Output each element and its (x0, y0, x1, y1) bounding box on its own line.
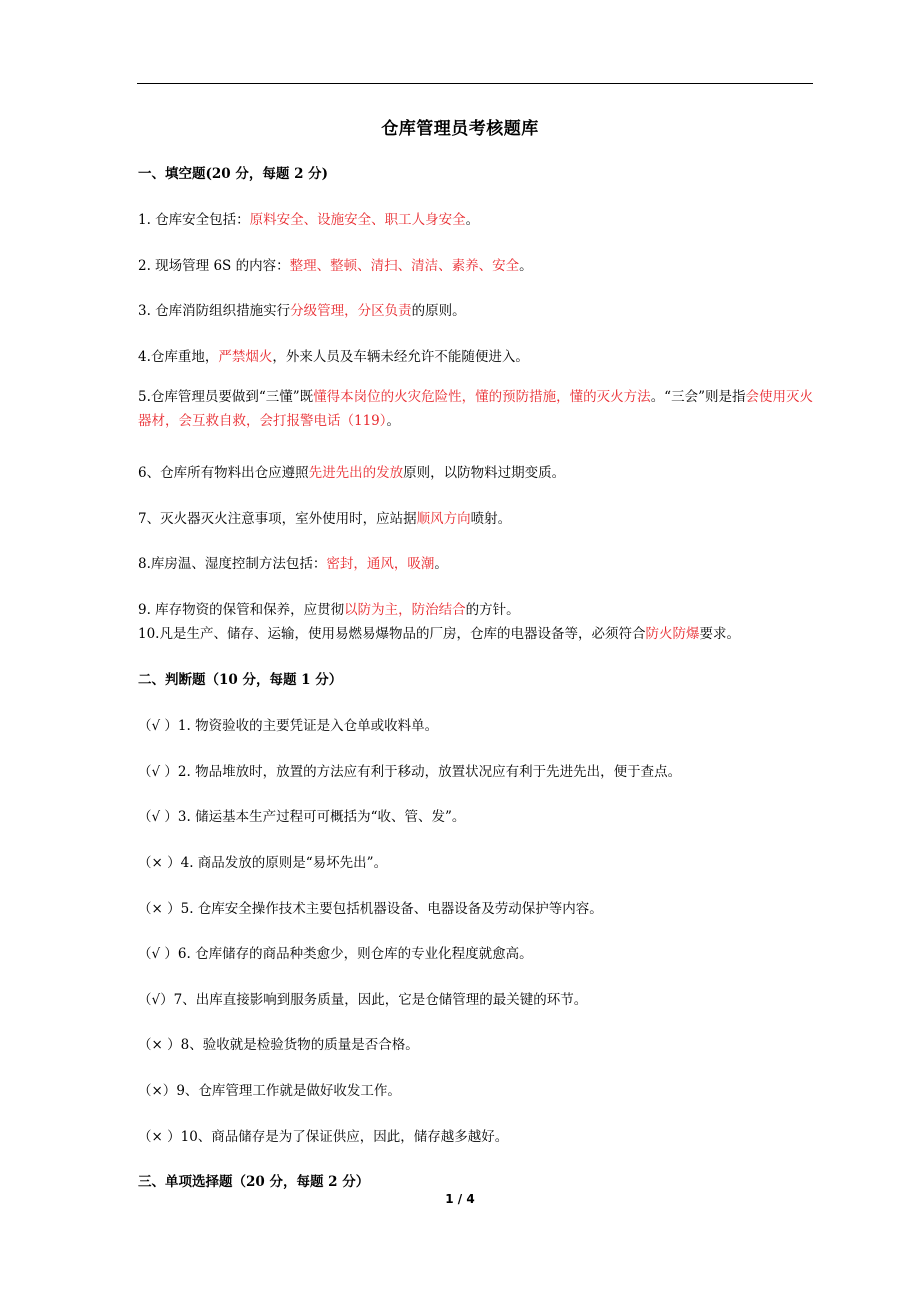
section-1-heading: 一、填空题(20 分，每题 2 分) (138, 166, 329, 182)
judgment-item-7 (138, 988, 587, 1008)
fill-question-6 (138, 461, 565, 481)
judgment-mark: （√ ） (138, 718, 178, 734)
judgment-mark: （× ） (138, 1129, 181, 1145)
question-text: 6、仓库所有物料出仓应遵照 (138, 465, 309, 481)
question-text: 喷射。 (470, 511, 512, 527)
judgment-mark: （√ ） (138, 764, 178, 780)
judgment-text: 3. 储运基本生产过程可可概括为“收、管、发”。 (177, 809, 466, 825)
fill-question-5 (138, 385, 814, 433)
question-text: 。 (434, 556, 448, 572)
judgment-item-2 (138, 760, 681, 780)
judgment-text: 4. 商品发放的原则是“易坏先出”。 (180, 855, 388, 871)
judgment-mark: （×） (138, 1083, 177, 1099)
judgment-item-4 (138, 851, 387, 871)
judgment-text: 5. 仓库安全操作技术主要包括机器设备、电器设备及劳动保护等内容。 (180, 901, 603, 917)
answer-text: 以防为主，防治结合 (344, 602, 466, 618)
judgment-item-6 (138, 942, 533, 962)
question-text: 8.库房温、湿度控制方法包括： (138, 556, 327, 572)
judgment-text: 7、出库直接影响到服务质量，因此，它是仓储管理的最关键的环节。 (173, 992, 588, 1008)
question-text: 4.仓库重地， (138, 349, 219, 365)
fill-question-1 (138, 208, 479, 228)
header-rule (137, 83, 813, 84)
fill-question-7 (138, 507, 511, 527)
judgment-item-3 (138, 805, 465, 825)
question-text: 原则，以防物料过期变质。 (403, 465, 566, 481)
question-text: 。 (465, 212, 480, 228)
question-text: 的原则。 (411, 303, 466, 319)
question-text: 5.仓库管理员要做到“三懂”既 (138, 389, 314, 405)
question-text: ，外来人员及车辆未经允许不能随便进入。 (272, 349, 529, 365)
answer-text: 会使用灭火器材，会互救自救，会打报警电话（119） (138, 389, 813, 429)
question-text: 要求。 (699, 626, 740, 642)
judgment-item-5 (138, 897, 603, 917)
fill-question-9 (138, 598, 520, 618)
fill-question-2 (138, 254, 533, 274)
fill-question-10 (138, 622, 740, 642)
judgment-mark: （× ） (138, 1037, 181, 1053)
question-text: 的方针。 (465, 602, 520, 618)
section-2-heading: 二、判断题（10 分，每题 1 分） (138, 672, 343, 688)
question-text: 。 (386, 413, 401, 429)
page-title: 仓库管理员考核题库 (381, 119, 539, 139)
judgment-text: 1. 物资验收的主要凭证是入仓单或收料单。 (177, 718, 439, 734)
judgment-item-1 (138, 714, 438, 734)
judgment-mark: （√ ） (138, 809, 178, 825)
question-text: 10.凡是生产、储存、运输，使用易燃易爆物品的厂房，仓库的电器设备等，必须符合 (138, 626, 646, 642)
question-text: 7、灭火器灭火注意事项，室外使用时，应站据 (138, 511, 417, 527)
answer-text: 整理、整顿、清扫、清洁、素养、安全 (289, 258, 520, 274)
question-text: 1. 仓库安全包括： (138, 212, 250, 228)
fill-question-4 (138, 345, 529, 365)
judgment-text: 8、验收就是检验货物的质量是否合格。 (180, 1037, 419, 1053)
answer-text: 先进先出的发放 (308, 465, 404, 481)
answer-text: 密封，通风，吸潮 (326, 556, 435, 572)
answer-text: 原料安全、设施安全、职工人身安全 (249, 212, 466, 228)
judgment-mark: （√） (138, 992, 174, 1008)
answer-text: 防火防爆 (645, 626, 700, 642)
judgment-text: 6. 仓库储存的商品种类愈少，则仓库的专业化程度就愈高。 (177, 946, 533, 962)
judgment-mark: （× ） (138, 901, 181, 917)
answer-text: 严禁烟火 (218, 349, 273, 365)
judgment-mark: （× ） (138, 855, 181, 871)
section-3-heading: 三、单项选择题（20 分，每题 2 分） (138, 1174, 370, 1190)
answer-text: 顺风方向 (416, 511, 471, 527)
judgment-text: 9、仓库管理工作就是做好收发工作。 (176, 1083, 401, 1099)
judgment-item-9 (138, 1079, 401, 1099)
judgment-item-8 (138, 1033, 419, 1053)
fill-question-3 (138, 299, 466, 319)
page-number: 1 / 4 (445, 1192, 475, 1206)
judgment-text: 2. 物品堆放时，放置的方法应有利于移动，放置状况应有利于先进先出，便于查点。 (177, 764, 682, 780)
question-text: 2. 现场管理 6S 的内容： (138, 258, 290, 274)
judgment-mark: （√ ） (138, 946, 178, 962)
question-text: 3. 仓库消防组织措施实行 (138, 303, 291, 319)
question-text: 9. 库存物资的保管和保养，应贯彻 (138, 602, 345, 618)
judgment-text: 10、商品储存是为了保证供应，因此，储存越多越好。 (180, 1129, 509, 1145)
judgment-item-10 (138, 1125, 508, 1145)
question-text: 。“三会”则是指 (650, 389, 746, 405)
question-text: 。 (519, 258, 533, 274)
fill-question-8 (138, 552, 448, 572)
answer-text: 懂得本岗位的火灾危险性，懂的预防措施，懂的灭火方法 (313, 389, 651, 405)
answer-text: 分级管理，分区负责 (290, 303, 412, 319)
